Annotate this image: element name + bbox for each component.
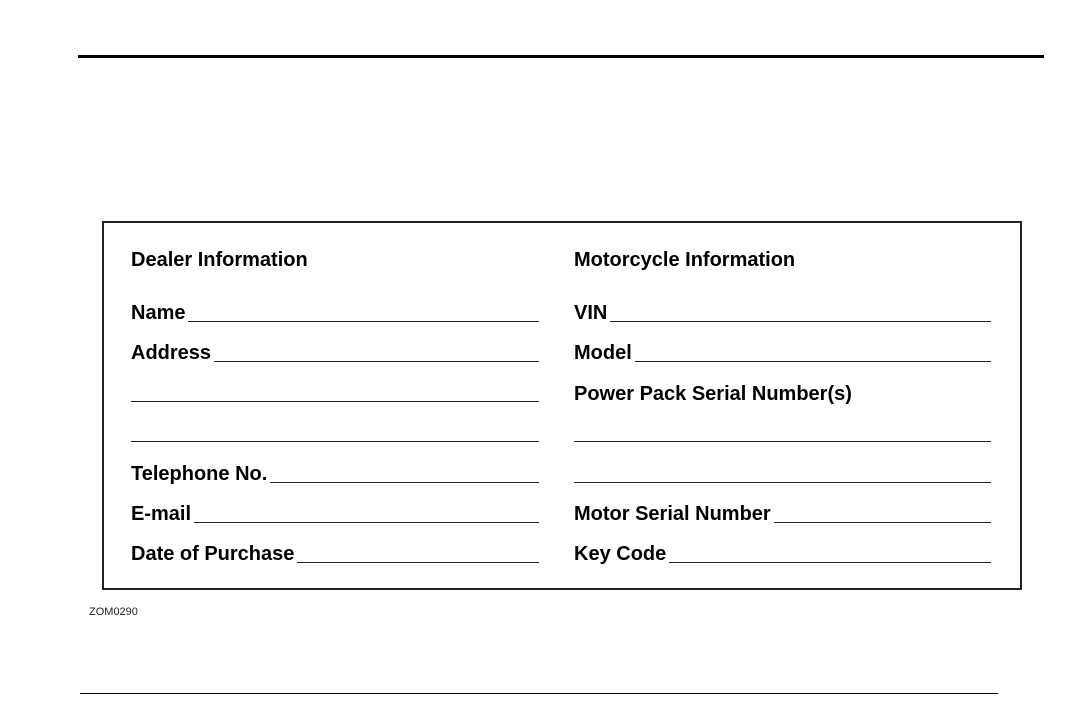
dealer-info-heading: Dealer Information [131, 249, 308, 271]
blank-line [574, 441, 991, 442]
key-code-line [669, 562, 991, 563]
dealer-name-label: Name [131, 302, 186, 324]
blank-line [131, 401, 539, 402]
motor-serial-field [574, 497, 991, 525]
model-label: Model [574, 342, 632, 364]
owner-info-card [102, 221, 1022, 590]
dealer-email-field [131, 497, 539, 525]
dealer-email-line [194, 522, 539, 523]
key-code-field [574, 537, 991, 565]
dealer-address-label: Address [131, 342, 212, 364]
dealer-email-label: E-mail [131, 503, 192, 525]
figure-code: ZOM0290 [89, 606, 138, 618]
motor-serial-label: Motor Serial Number [574, 503, 771, 525]
model-line [635, 361, 991, 362]
power-pack-serial-line-1 [574, 416, 991, 444]
dealer-address-line [214, 361, 539, 362]
dealer-address-field [131, 336, 539, 364]
purchase-date-field [131, 537, 539, 565]
motorcycle-info-heading: Motorcycle Information [574, 249, 796, 271]
blank-line [131, 441, 539, 442]
vin-label: VIN [574, 302, 608, 324]
dealer-address-line-2 [131, 376, 539, 404]
vin-field [574, 296, 991, 324]
blank-line [574, 482, 991, 483]
dealer-telephone-label: Telephone No. [131, 463, 268, 485]
dealer-address-line-3 [131, 416, 539, 444]
dealer-name-line [188, 321, 539, 322]
power-pack-serial-line-2 [574, 457, 991, 485]
dealer-name-field [131, 296, 539, 324]
dealer-telephone-line [270, 482, 539, 483]
purchase-date-label: Date of Purchase [131, 543, 295, 565]
header-rule [78, 55, 1044, 58]
footer-rule [80, 693, 998, 694]
motor-serial-line [774, 522, 991, 523]
vin-line [610, 321, 991, 322]
dealer-telephone-field [131, 457, 539, 485]
key-code-label: Key Code [574, 543, 667, 565]
model-field [574, 336, 991, 364]
power-pack-serial-label: Power Pack Serial Number(s) [574, 383, 852, 405]
purchase-date-line [297, 562, 539, 563]
